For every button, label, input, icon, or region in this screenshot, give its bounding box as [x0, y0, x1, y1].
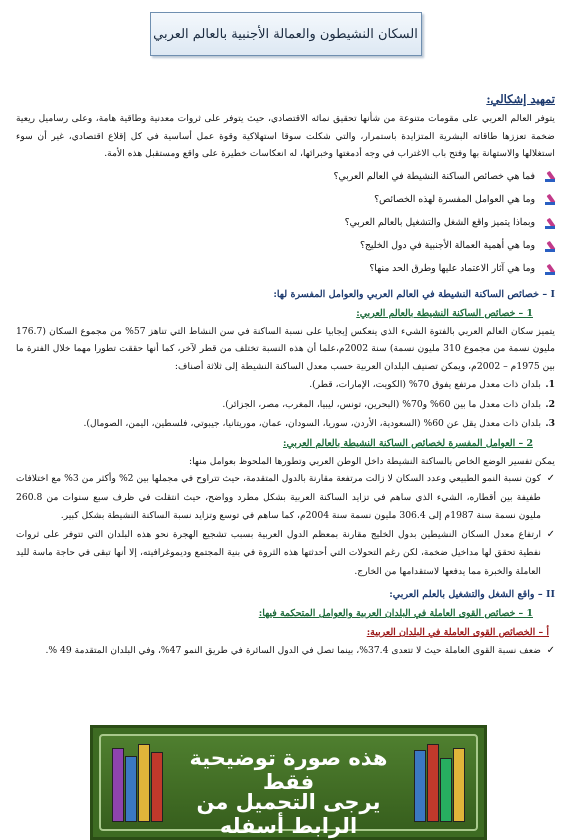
section1-paragraph: يتميز سكان العالم العربي بالفتوة الشيء الذي ينعكس إيجابيا على نسبة الساكنة في سن النشاط التي تناهز 57% من مجموع السكان (176.7 مليون نسمة من مجموع 310 مليون نسمة) سنة 2002م،علما أن هذه النسبة تختلف من قطر لآخر، كما أنها حققت تطورا مهما خلال الفترة ما بين 1975م – 2002م، ويمكن تصنيف البلدان العربية حسب معدل الساكنة النشيطة إلى ثلاثة أصناف: — [16, 325, 555, 372]
list-item: ✓ ارتفاع معدل السكان النشيطين بدول الخليج مقارنة بمعظم الدول العربية بسبب تشجيع الهجرة نحو هذه البلدان التي تتوفر على ثروات نفطية تحقق لها مداخيل ضخمة، لكن رغم التحولات التي أحدثتها هذه الثروة في بنية المجتمع وديموغرافيته، إلا أنها تبقى في حاجة ماسة لليد العاملة والخبرة مما يدفعها لاستقدامها من الخارج. — [16, 526, 555, 582]
section1-paragraph-2: يمكن تفسير الوضع الخاص بالساكنة النشيطة داخل الوطن العربي وتطورها الملحوظ بعوامل منها: — [189, 455, 555, 467]
question-item: وما هي آثار الاعتماد عليها وطرق الحد منها؟ — [16, 257, 555, 280]
books-icon — [101, 742, 163, 822]
pen-icon — [543, 193, 555, 205]
check-icon: ✓ — [546, 528, 555, 540]
intro-paragraph: يتوفر العالم العربي على مقومات متنوعة من شأنها تحقيق نمائه الاقتصادي، حيث يتوفر على ثروات معدنية وطاقية هامة، وعلى رساميل ريعية ضخمة تعززها طاقاته البشرية المتزايدة باستمرار، والتي شكلت سوقا استهلاكية وقوة عمل أساسية في كل إقلاع اقتصادي، غير أن سوء استغلالها والاستهانة بها وفتح باب الاغتراب في وجه أدمغتها وخبرائها، له انعكاسات خطيرة على واقع ومستقبل هذه الأمة. — [16, 113, 555, 159]
pen-icon — [543, 170, 555, 182]
section2-sub1-heading: 1 – خصائص القوى العاملة في البلدان العربية والعوامل المتحكمة فيها: — [258, 608, 533, 620]
pen-icon — [543, 217, 555, 229]
check-icon: ✓ — [546, 473, 555, 485]
question-item: وبماذا يتميز واقع الشغل والتشغيل بالعالم العربي؟ — [16, 211, 555, 234]
list-item: 3. بلدان ذات معدل يقل عن 60% (السعودية، الأردن، سوريا، السودان، عمان، موريتانيا، جيبوتي، فلسطين، اليمن، الصومال). — [83, 418, 555, 430]
factors-list — [16, 470, 555, 581]
pen-icon — [543, 263, 555, 275]
questions-list — [16, 165, 555, 281]
banner-text-line2: يرجى التحميل من الرابط أسفله — [196, 790, 381, 838]
list-item: 2. بلدان ذات معدل ما بين 60% و70% (البحرين، تونس، ليبيا، المغرب، مصر، الجزائر). — [222, 398, 555, 410]
question-item: وما هي العوامل المفسرة لهذه الخصائص؟ — [16, 188, 555, 211]
list-item: ✓ كون نسبة النمو الطبيعي وعدد السكان لا زالت مرتفعة مقارنة بالدول المتقدمة، حيث تتراوح في مجملها بين 2% وأكثر من 3% مع اختلافات طفيفة بين أقطاره، الشيء الذي ساهم في تزايد الساكنة العربية بشكل مطرد وواضح، حيث انتقلت في ظرف سبع سنوات من 260.8 مليون نسمة سنة 1987م إلى 306.4 مليون نسمة سنة 2004م، كما ساهم في توسع وتزايد نسبة الساكنة النشيطة بشكل كبير. — [16, 470, 555, 526]
list-item: 1. بلدان ذات معدل مرتفع يفوق 70% (الكويت، الإمارات، قطر). — [309, 379, 555, 391]
question-item: فما هي خصائص الساكنة النشيطة في العالم العربي؟ — [16, 165, 555, 188]
section2-heading: II – واقع الشغل والتشغيل بالعلم العربي: — [389, 589, 555, 601]
section1-sub2-heading: 2 – العوامل المفسرة لخصائص الساكنة النشيطة بالعالم العربي: — [283, 437, 533, 449]
question-item: وما هي أهمية العمالة الأجنبية في دول الخليج؟ — [16, 234, 555, 257]
section2-sub-a-heading: أ – الخصائص القوى العاملة في البلدان العربية: — [366, 627, 549, 639]
books-icon — [414, 742, 476, 822]
download-banner[interactable] — [90, 725, 487, 840]
section1-heading: I – خصائص الساكنة النشيطة في العالم العربي والعوامل المفسرة لها: — [273, 288, 555, 300]
categories-list — [16, 375, 555, 434]
document-title: السكان النشيطون والعمالة الأجنبية بالعالم العربي — [153, 26, 418, 42]
banner-text-line1: هذه صورة توضيحية فقط — [189, 746, 388, 794]
list-item: ✓ ضعف نسبة القوى العاملة حيث لا تتعدى 37.4%، بينما تصل في الدول السائرة في طريق النمو 47%، وفي البلدان المتقدمة 49 %. — [16, 642, 555, 661]
document-title-box — [150, 12, 422, 56]
section1-sub1-heading: 1 – خصائص الساكنة النشيطة بالعالم العربي: — [356, 307, 533, 319]
intro-heading: تمهيد إشكالي: — [486, 92, 555, 106]
pen-icon — [543, 240, 555, 252]
check-icon: ✓ — [546, 645, 555, 657]
workforce-list — [16, 642, 555, 661]
